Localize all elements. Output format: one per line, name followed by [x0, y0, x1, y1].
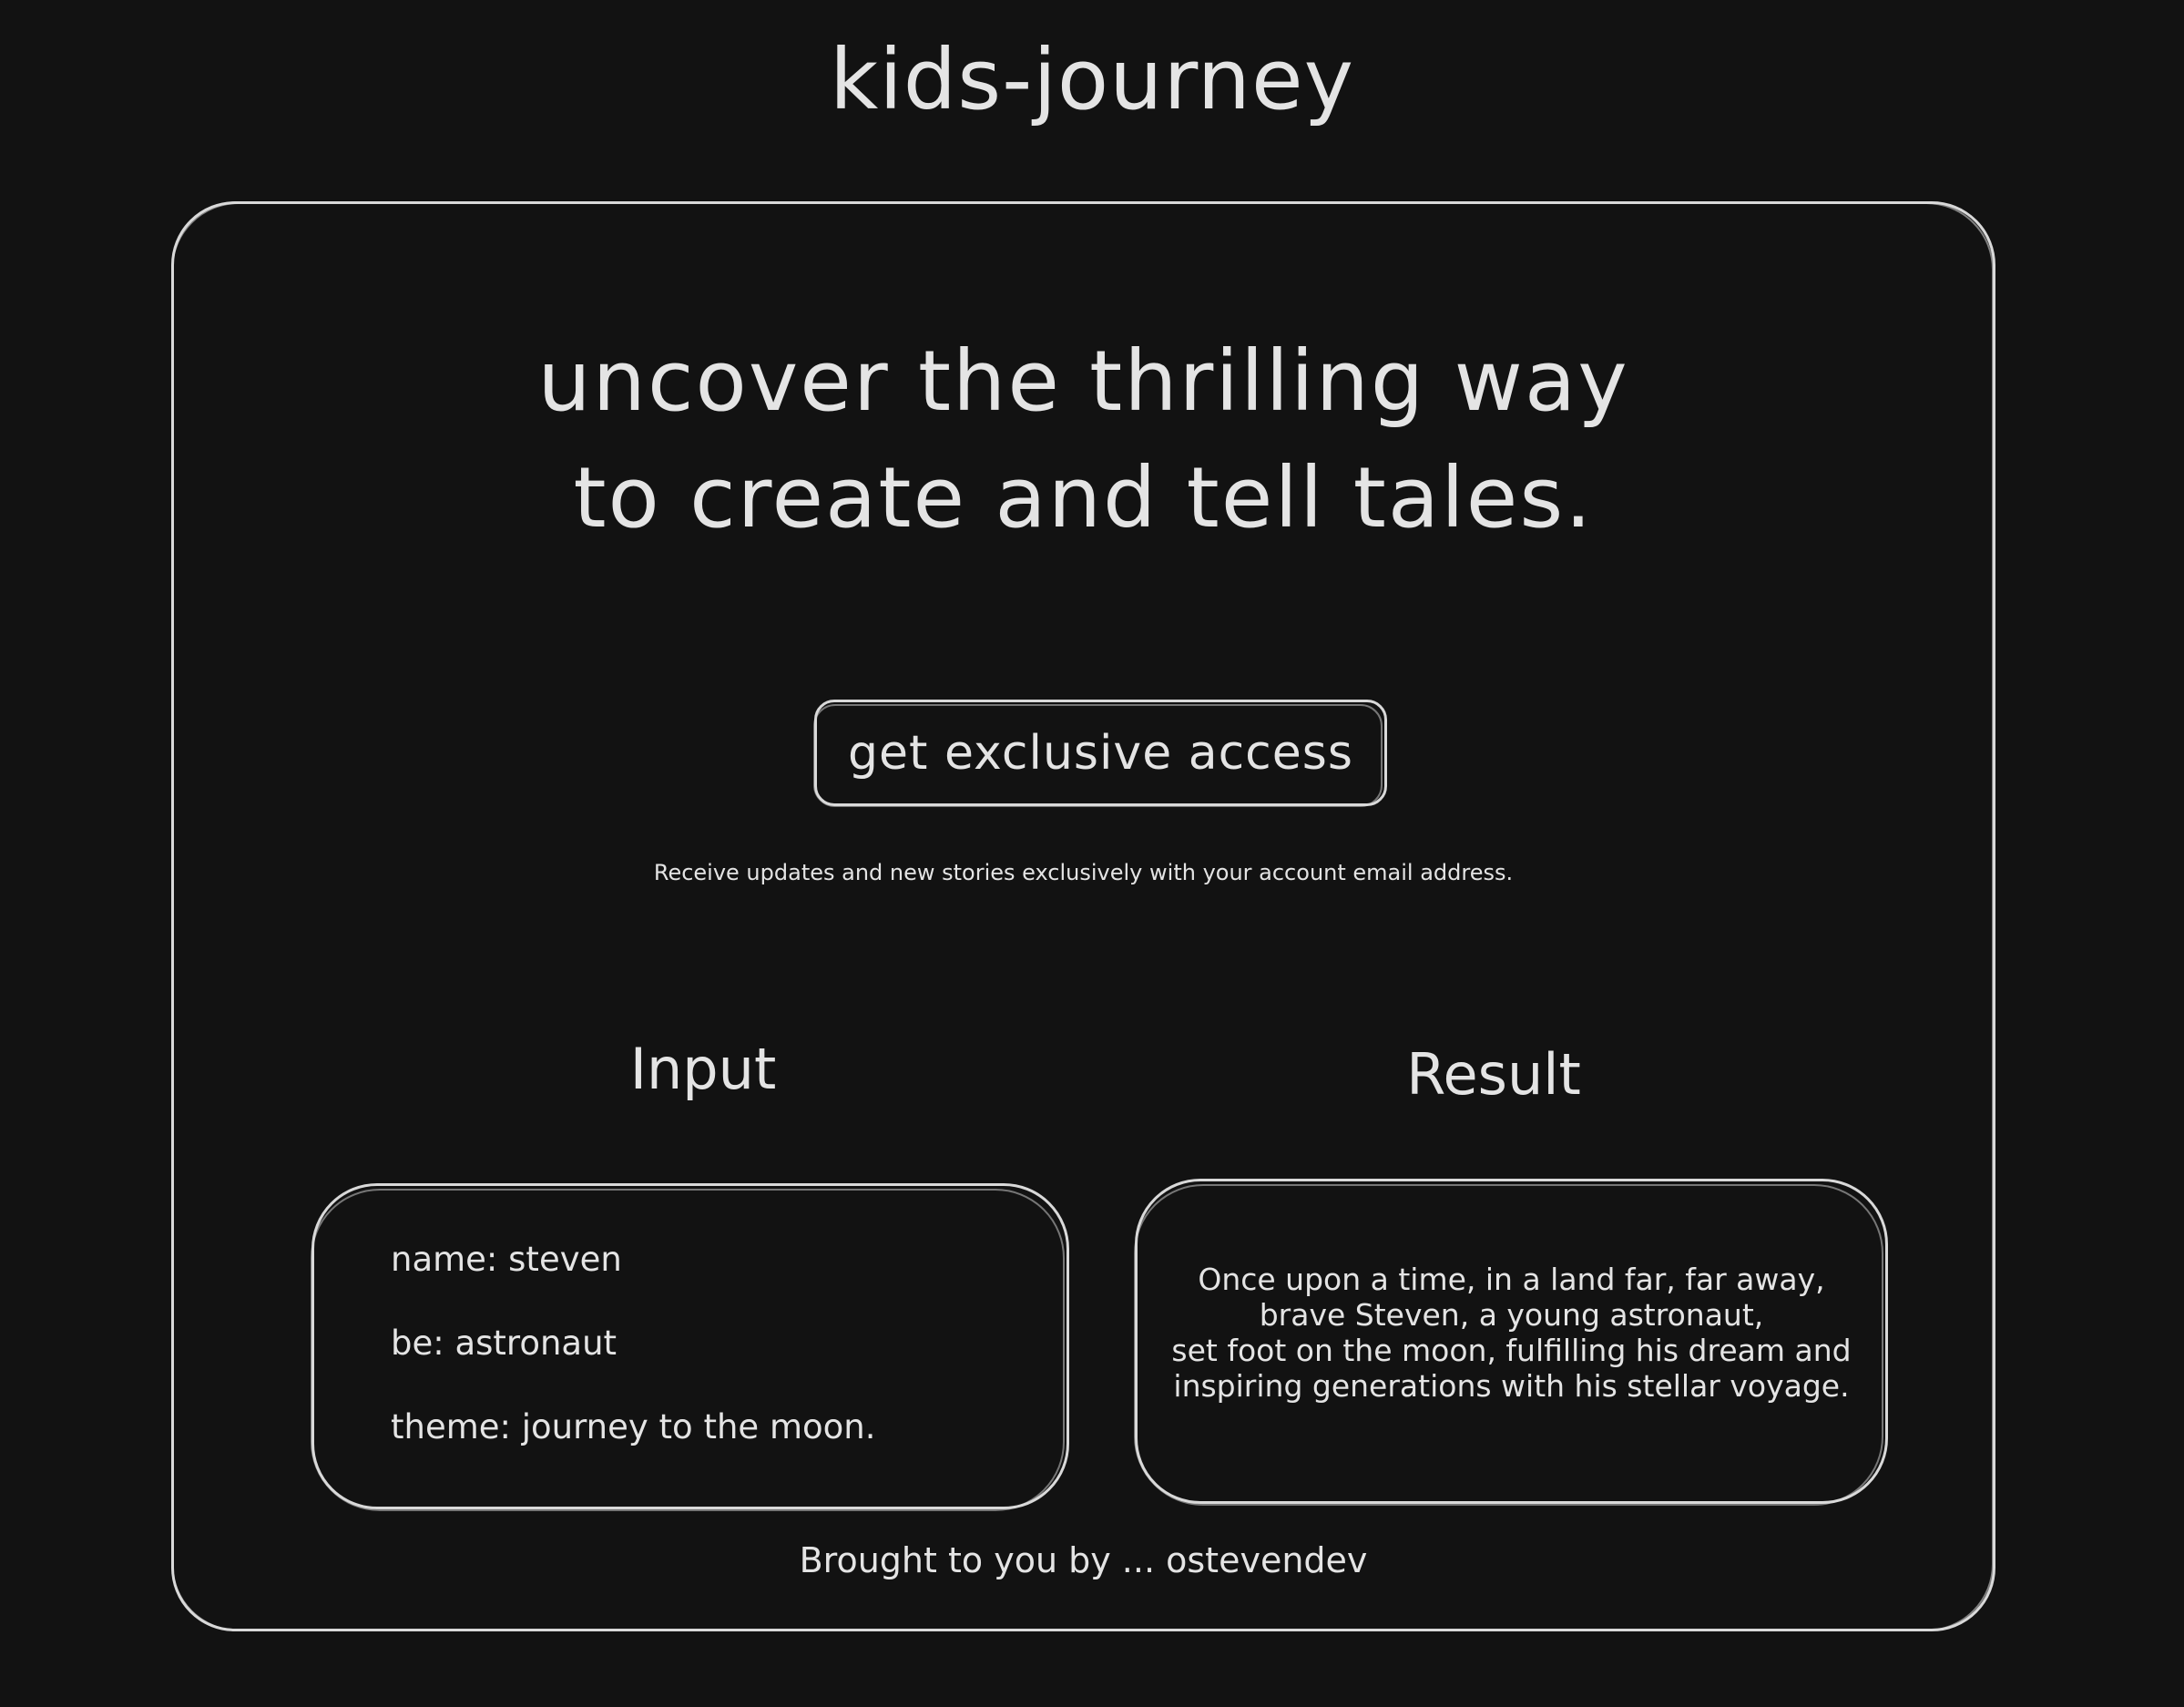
headline-line-2: to create and tell tales.: [573, 449, 1594, 547]
get-exclusive-access-button[interactable]: [814, 700, 1387, 806]
headline-line-1: uncover the thrilling way: [537, 332, 1629, 430]
input-heading: Input: [629, 1036, 777, 1102]
author-link[interactable]: ostevendev: [1166, 1540, 1368, 1580]
result-story: [1165, 1262, 1858, 1404]
result-line: Once upon a time, in a land far, far away,: [1198, 1262, 1825, 1297]
result-line: brave Steven, a young astronaut,: [1259, 1297, 1764, 1333]
input-field-list: [391, 1239, 875, 1448]
result-heading: Result: [1406, 1041, 1581, 1108]
footer-credit: [171, 1538, 1995, 1583]
input-field-be: be: astronaut: [391, 1324, 617, 1363]
app-title: kids-journey: [829, 31, 1355, 128]
footer-prefix: Brought to you by ...: [799, 1540, 1167, 1580]
result-line: inspiring generations with his stellar voyage.: [1173, 1368, 1850, 1404]
hero-headline: [171, 323, 1995, 557]
cta-button-label: get exclusive access: [848, 725, 1353, 781]
input-card: [311, 1183, 1069, 1509]
input-field-name: name: steven: [391, 1240, 622, 1279]
input-field-theme: theme: journey to the moon.: [391, 1407, 876, 1446]
result-line: set foot on the moon, fulfilling his dream and: [1171, 1333, 1852, 1368]
result-card: [1135, 1179, 1888, 1504]
cta-note: Receive updates and new stories exclusively with your account email address.: [653, 860, 1514, 885]
